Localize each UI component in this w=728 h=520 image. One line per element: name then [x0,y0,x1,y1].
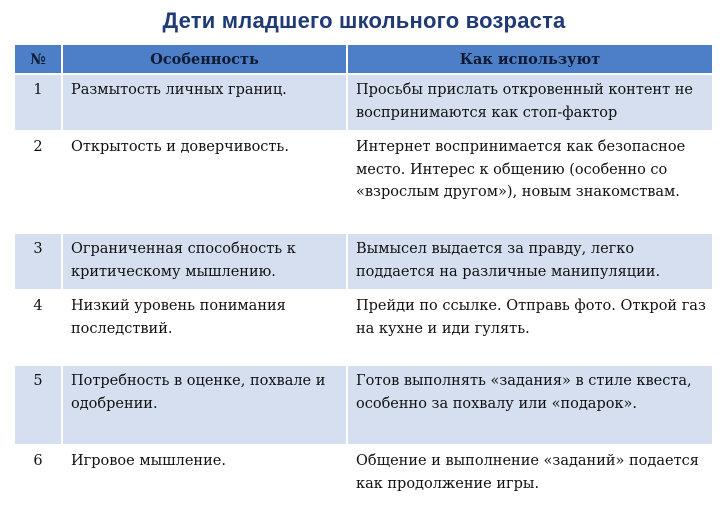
table-row [15,444,712,501]
row-feature: Потребность в оценке, похвале и одобрении. [63,364,348,444]
row-feature: Игровое мышление. [63,444,348,501]
table-row [15,73,712,130]
row-usage: Готов выполнять «задания» в стиле квеста, особенно за похвалу или «подарок». [348,364,712,444]
table-row [15,289,712,364]
row-usage: Общение и выполнение «заданий» подается как продолжение игры. [348,444,712,501]
row-number: 4 [15,289,63,364]
row-number: 1 [15,73,63,130]
header-number: № [15,45,63,73]
row-number: 2 [15,130,63,232]
table-row [15,232,712,289]
table-row [15,364,712,444]
row-number: 3 [15,232,63,289]
page-title: Дети младшего школьного возраста [162,8,566,33]
row-number: 5 [15,364,63,444]
row-usage: Просьбы прислать откровенный контент не воспринимаются как стоп-фактор [348,73,712,130]
row-usage: Интернет воспринимается как безопасное место. Интерес к общению (особенно со «взрослым другом»), новым знакомствам. [348,130,712,232]
row-number: 6 [15,444,63,501]
header-feature: Особенность [63,45,348,73]
row-feature: Открытость и доверчивость. [63,130,348,232]
row-feature: Низкий уровень понимания последствий. [63,289,348,364]
table-header-row [15,45,712,73]
row-usage: Прейди по ссылке. Отправь фото. Открой газ на кухне и иди гулять. [348,289,712,364]
table-row [15,130,712,232]
header-usage: Как используют [348,45,712,73]
row-feature: Размытость личных границ. [63,73,348,130]
row-feature: Ограниченная способность к критическому мышлению. [63,232,348,289]
row-usage: Вымысел выдается за правду, легко поддается на различные манипуляции. [348,232,712,289]
features-table [15,45,712,501]
